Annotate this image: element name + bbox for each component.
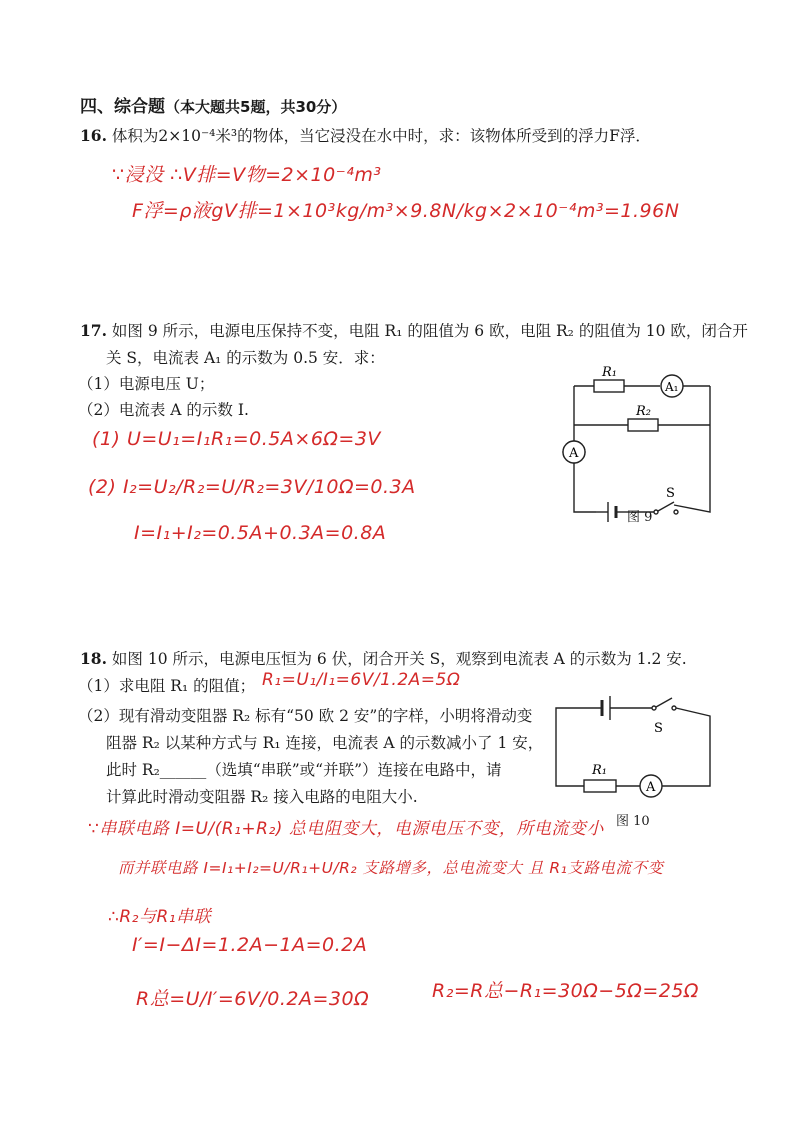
q18-hand-line-2: 而并联电路 I=I₁+I₂=U/R₁+U/R₂ 支路增多，总电流变大 且 R₁支路电流不变: [118, 859, 664, 877]
q18-sub-1-hand: R₁=U₁/I₁=6V/1.2A=5Ω: [262, 670, 461, 690]
q17-hand-line-2: (2) I₂=U₂/R₂=U/R₂=3V/10Ω=0.3A: [88, 476, 416, 498]
fig9-label-s: S: [666, 486, 675, 501]
q18-text-1: 如图 10 所示，电源电压恒为 6 伏，闭合开关 S，观察到电流表 A 的示数为 1.2 安.: [111, 650, 687, 668]
q18-hand-line-4: I′=I−ΔI=1.2A−1A=0.2A: [132, 934, 368, 956]
q17-stem-line-2: 关 S，电流表 A₁ 的示数为 0.5 安．求：: [106, 349, 385, 367]
q17-stem-line-1: [80, 321, 748, 341]
q17-text-1: 如图 9 所示，电源电压保持不变，电阻 R₁ 的阻值为 6 欧，电阻 R₂ 的阻值为 10 欧，闭合开: [111, 322, 748, 340]
q18-sub-2-line-4: 计算此时滑动变阻器 R₂ 接入电路的电阻大小.: [106, 788, 418, 806]
fig9-label-r1: R₁: [602, 365, 617, 380]
q16-hand-line-2: F浮=ρ液gV排=1×10³kg/m³×9.8N/kg×2×10⁻⁴m³=1.96N: [132, 200, 680, 222]
section-title: 四、综合题: [80, 97, 165, 117]
figure-9-caption: 图 9: [627, 510, 653, 525]
q18-hand-line-6: R₂=R总−R₁=30Ω−5Ω=25Ω: [432, 980, 699, 1002]
q18-sub-2-line-2: 阻器 R₂ 以某种方式与 R₁ 连接，电流表 A 的示数减小了 1 安，: [106, 734, 544, 752]
figure-9-circuit: [556, 360, 726, 530]
q16-text: 体积为2×10⁻⁴米³的物体，当它浸没在水中时，求：该物体所受到的浮力F浮．: [111, 127, 651, 145]
q17-sub-1: （1）电源电压 U；: [78, 375, 215, 393]
q16-stem: [80, 126, 651, 146]
fig9-label-r2: R₂: [636, 404, 651, 419]
q18-number: 18.: [80, 649, 107, 668]
q18-hand-line-3: ∴R₂与R₁串联: [108, 907, 212, 927]
fig10-label-r1: R₁: [592, 763, 607, 778]
q18-sub-1: （1）求电阻 R₁ 的阻值；: [78, 677, 256, 695]
q17-number: 17.: [80, 321, 107, 340]
section-note: （本大题共5题，共30分）: [165, 98, 347, 116]
figure-10-caption: 图 10: [616, 814, 650, 829]
q16-number: 16.: [80, 126, 107, 145]
figure-10-circuit: [548, 690, 718, 802]
q18-sub-2-line-3: 此时 R₂______（选填“串联”或“并联”）连接在电路中，请: [106, 761, 502, 779]
q18-stem-line-1: [80, 649, 687, 669]
fig9-label-a: A: [569, 446, 579, 461]
q17-hand-line-3: I=I₁+I₂=0.5A+0.3A=0.8A: [134, 522, 387, 544]
fig9-label-a1: A₁: [665, 380, 679, 394]
q16-hand-line-1: ∵浸没 ∴V排=V物=2×10⁻⁴m³: [112, 164, 382, 186]
q17-sub-2: （2）电流表 A 的示数 I.: [78, 401, 249, 419]
q18-sub-2-line-1: （2）现有滑动变阻器 R₂ 标有“50 欧 2 安”的字样，小明将滑动变: [78, 707, 533, 725]
section-heading: [80, 92, 346, 117]
q18-hand-line-5: R总=U/I′=6V/0.2A=30Ω: [136, 988, 370, 1010]
q17-hand-line-1: (1) U=U₁=I₁R₁=0.5A×6Ω=3V: [92, 428, 381, 450]
fig10-label-a: A: [646, 780, 656, 795]
q18-hand-line-1: ∵串联电路 I=U/(R₁+R₂) 总电阻变大，电源电压不变，所电流变小: [88, 819, 604, 839]
fig10-label-s: S: [654, 721, 663, 736]
